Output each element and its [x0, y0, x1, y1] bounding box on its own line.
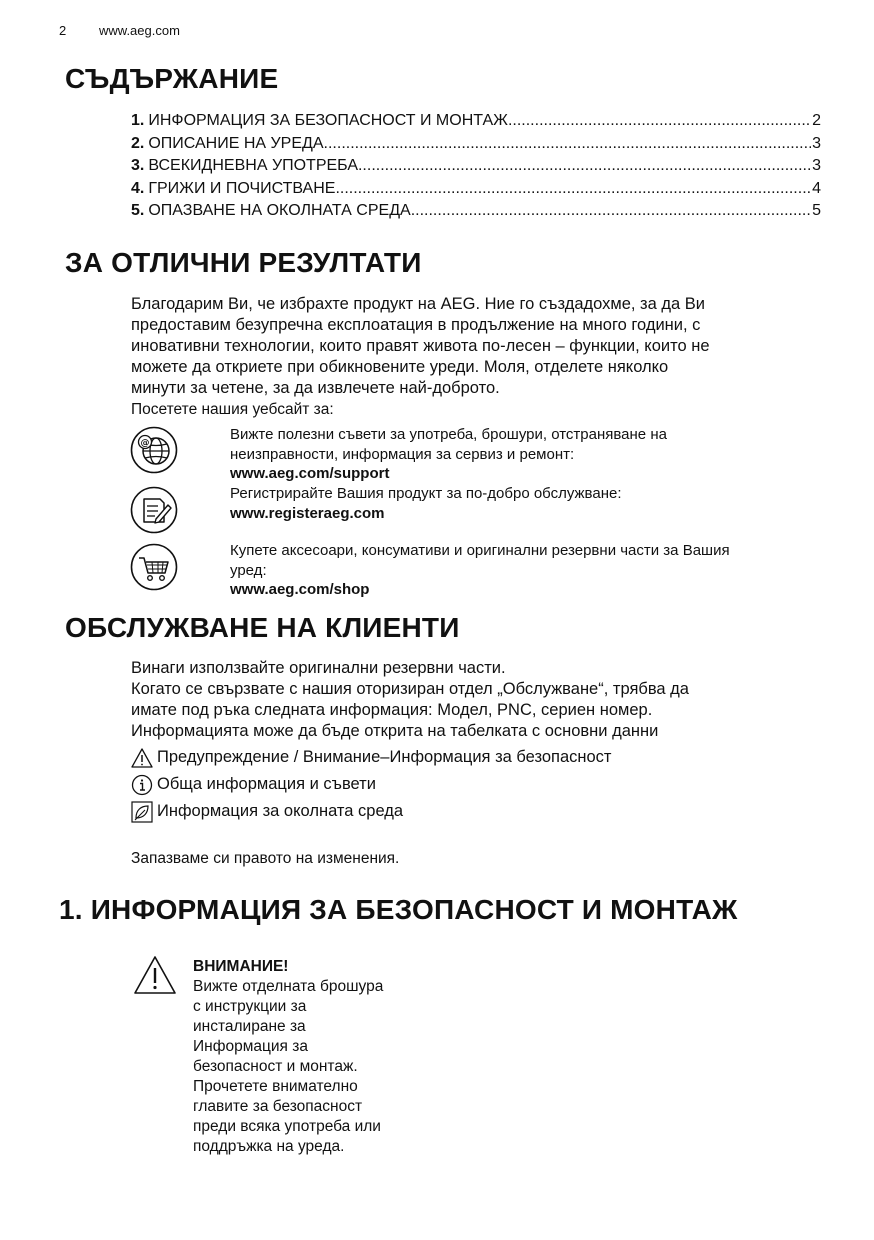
service-line: Информацията може да бъде открита на табелката с основни данни: [131, 722, 659, 740]
service-line: Винаги използвайте оригинални резервни части.: [131, 659, 506, 677]
visit-website-text: Посетете нашия уебсайт за:: [131, 401, 334, 418]
toc-item-number: 1.: [131, 112, 145, 129]
toc-item-page: 2: [812, 112, 821, 129]
warning-line: Прочетете внимателно: [193, 1078, 358, 1095]
shop-text-line: уред:: [230, 561, 267, 579]
results-intro: [131, 294, 831, 399]
warning-line: главите за безопасност: [193, 1098, 363, 1115]
toc-item-number: 3.: [131, 157, 145, 174]
legend-text: Предупреждение / Внимание–Информация за безопасност: [157, 748, 612, 766]
register-text-line: Регистрирайте Вашия продукт за по-добро обслужване:: [230, 485, 622, 502]
legend-item: [131, 771, 831, 798]
support-text-line: Вижте полезни съвети за употреба, брошури, отстраняване на: [230, 426, 667, 443]
legend-text: Информация за околната среда: [157, 802, 404, 820]
toc-item-page: 3: [812, 157, 821, 174]
support-block: [230, 425, 830, 484]
warning-line: Вижте отделната брошура: [193, 978, 384, 995]
toc-item[interactable]: [131, 202, 821, 225]
warning-line: безопасност и монтаж.: [193, 1058, 358, 1075]
toc-leader: [358, 157, 811, 175]
toc-item-number: 4.: [131, 179, 145, 197]
toc-item[interactable]: [131, 180, 821, 203]
toc-item-label: ГРИЖИ И ПОЧИСТВАНЕ: [148, 179, 336, 197]
results-title: ЗА ОТЛИЧНИ РЕЗУЛТАТИ: [65, 247, 422, 278]
contents-title: СЪДЪРЖАНИЕ: [65, 63, 279, 94]
warning-icon: [133, 955, 177, 995]
info-icon: [131, 774, 153, 796]
service-line: Когато се свързвате с нашия оторизиран отдел „Обслужване“, трябва да: [131, 680, 689, 698]
intro-line: минути за четене, за да извлечете най-доброто.: [131, 379, 500, 397]
warning-line: преди всяка употреба или: [193, 1118, 381, 1135]
document-icon: [130, 486, 178, 534]
toc-item-page: 4: [812, 179, 821, 197]
toc-leader: [335, 180, 811, 198]
leaf-icon: [131, 801, 153, 823]
warning-line: с инструкции за: [193, 998, 307, 1015]
service-title: ОБСЛУЖВАНЕ НА КЛИЕНТИ: [65, 612, 460, 643]
symbol-legend: [131, 744, 831, 825]
rights-notice: Запазваме си правото на изменения.: [131, 850, 400, 867]
intro-line: можете да откриете при обикновените уреди. Моля, отделете няколко: [131, 358, 669, 376]
warning-line: инсталиране за: [193, 1018, 306, 1035]
shop-link[interactable]: www.aeg.com/shop: [230, 581, 370, 598]
toc-item[interactable]: [131, 135, 821, 158]
toc-item-number: 2.: [131, 134, 145, 152]
warning-heading: ВНИМАНИЕ!: [193, 958, 289, 975]
register-link[interactable]: www.registeraeg.com: [230, 504, 385, 522]
warning-icon: [131, 747, 153, 769]
warning-line: Информация за: [193, 1038, 308, 1055]
intro-line: Благодарим Ви, че избрахте продукт на AEG. Ние го създадохме, за да Ви: [131, 295, 705, 313]
toc-leader: [508, 112, 811, 130]
service-text: [131, 658, 831, 742]
toc-leader: [411, 202, 811, 220]
table-of-contents: [131, 112, 821, 225]
header-website[interactable]: www.aeg.com: [99, 23, 180, 38]
legend-item: [131, 744, 831, 771]
toc-leader: [324, 135, 812, 153]
warning-line: поддръжка на уреда.: [193, 1138, 345, 1155]
toc-item-label: ОПИСАНИЕ НА УРЕДА: [148, 134, 324, 152]
toc-item[interactable]: [131, 157, 821, 180]
page-number: 2: [59, 23, 67, 38]
support-link[interactable]: www.aeg.com/support: [230, 465, 390, 482]
toc-item-label: ИНФОРМАЦИЯ ЗА БЕЗОПАСНОСТ И МОНТАЖ: [148, 112, 508, 129]
toc-item-page: 5: [812, 202, 821, 219]
warning-block: [193, 957, 453, 1157]
svg-text:@: @: [140, 438, 150, 449]
toc-item-page: 3: [812, 134, 821, 152]
shop-text-line: Купете аксесоари, консумативи и оригинални резервни части за Вашия: [230, 542, 730, 559]
legend-item: [131, 798, 831, 825]
intro-line: иновативни технологии, които правят живота по-лесен – функции, които не: [131, 337, 710, 355]
globe-icon: [130, 426, 178, 474]
support-text-line: неизправности, информация за сервиз и ремонт:: [230, 445, 575, 463]
intro-line: предоставим безупречна експлоатация в продължение на много години, с: [131, 316, 701, 334]
toc-item-label: ОПАЗВАНЕ НА ОКОЛНАТА СРЕДА: [148, 202, 411, 219]
toc-item-label: ВСЕКИДНЕВНА УПОТРЕБА: [148, 157, 358, 174]
cart-icon: [130, 543, 178, 591]
toc-item[interactable]: [131, 112, 821, 135]
shop-block: [230, 541, 830, 600]
service-line: имате под ръка следната информация: Модел, PNC, сериен номер.: [131, 701, 653, 719]
toc-item-number: 5.: [131, 202, 145, 219]
safety-title: 1. ИНФОРМАЦИЯ ЗА БЕЗОПАСНОСТ И МОНТАЖ: [59, 894, 738, 925]
legend-text: Обща информация и съвети: [157, 775, 376, 793]
register-block: [230, 484, 830, 523]
